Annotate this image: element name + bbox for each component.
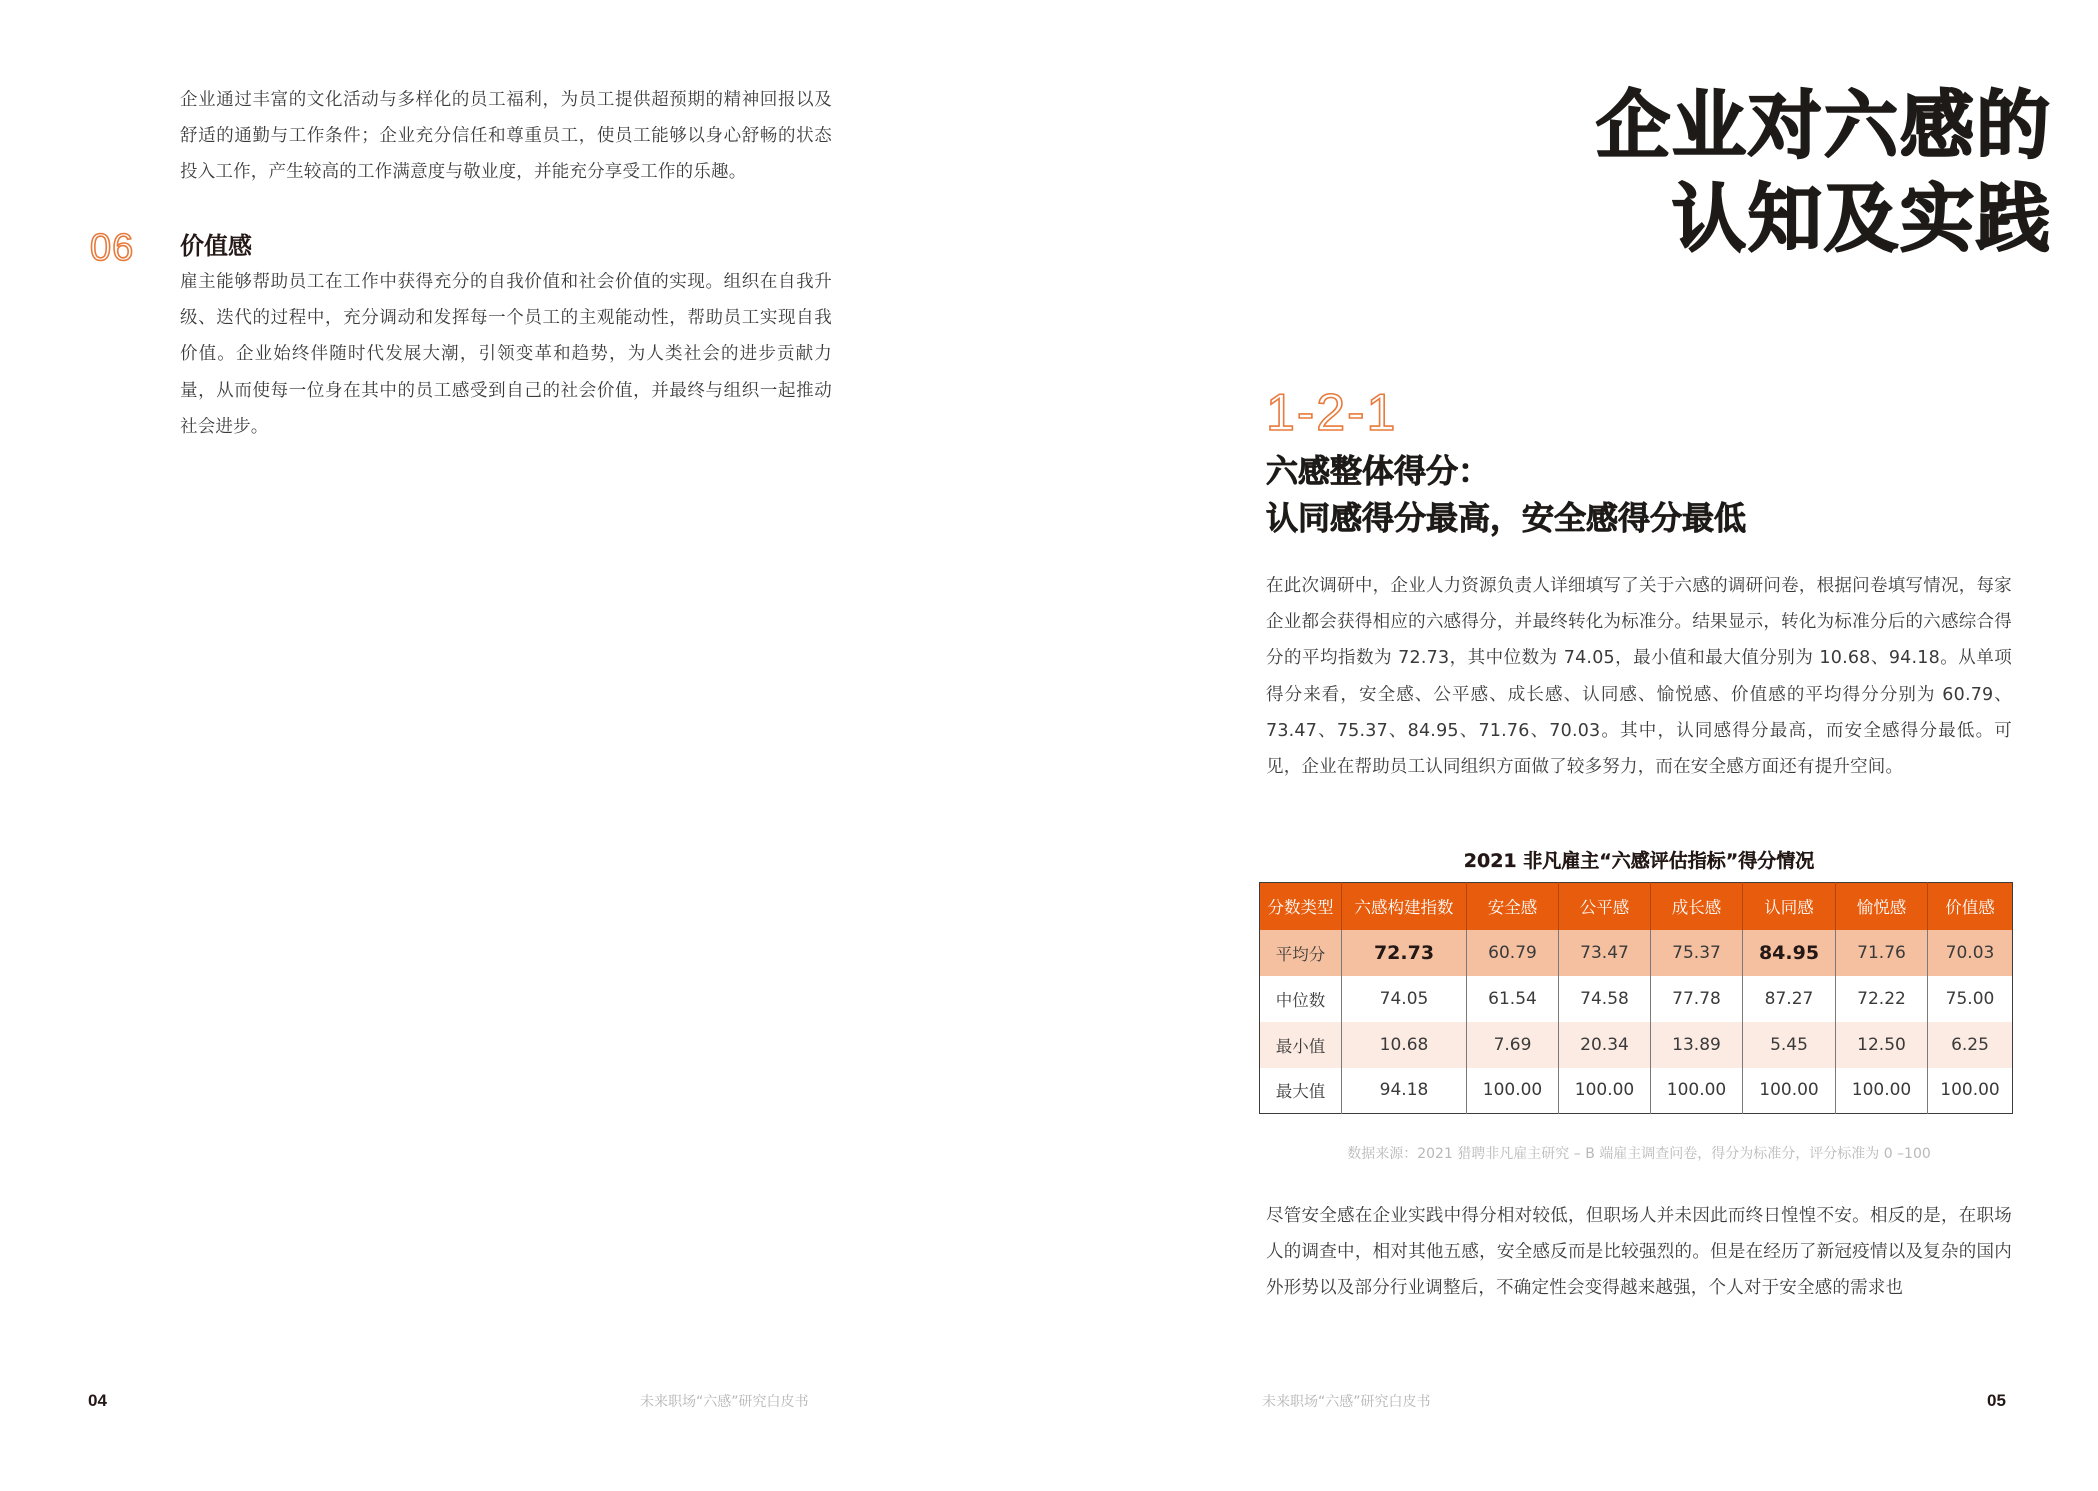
header-index: 六感构建指数 [1342, 883, 1467, 930]
table-cell: 7.69 [1467, 1022, 1559, 1068]
table-caption: 2021 非凡雇主“六感评估指标”得分情况 [1463, 850, 1815, 872]
header-fairness: 公平感 [1559, 883, 1651, 930]
table-cell: 77.78 [1651, 976, 1743, 1022]
table-cell: 60.79 [1467, 930, 1559, 976]
table-cell: 100.00 [1836, 1068, 1928, 1114]
section-number: 06 [90, 227, 135, 269]
table-cell: 84.95 [1743, 930, 1836, 976]
table-cell: 72.22 [1836, 976, 1928, 1022]
chapter-title-line2: 认知及实践 [1672, 176, 2052, 262]
subsection-number: 1-2-1 [1266, 384, 1398, 442]
followup-paragraph: 尽管安全感在企业实践中得分相对较低，但职场人并未因此而终日惶惶不安。相反的是，在职场人的调查中，相对其他五感，安全感反而是比较强烈的。但是在经历了新冠疫情以及复杂的国内外形势以及部分行业调整后，不确定性会变得越来越强，个人对于安全感的需求也 [1266, 1206, 2012, 1299]
table-cell: 70.03 [1928, 930, 2013, 976]
table-row-minimum [1260, 1022, 2013, 1068]
table-cell: 6.25 [1928, 1022, 2013, 1068]
table-cell: 13.89 [1651, 1022, 1743, 1068]
footer-doc-title: 未来职场“六感”研究白皮书 [1262, 1394, 1431, 1410]
table-cell: 61.54 [1467, 976, 1559, 1022]
header-joy: 愉悦感 [1836, 883, 1928, 930]
chapter-title-line1: 企业对六感的 [1596, 83, 2052, 169]
table-cell: 100.00 [1743, 1068, 1836, 1114]
table-cell: 100.00 [1467, 1068, 1559, 1114]
row-label: 平均分 [1260, 930, 1342, 976]
table-cell: 100.00 [1928, 1068, 2013, 1114]
header-value: 价值感 [1928, 883, 2013, 930]
score-table [1259, 882, 2013, 1114]
table-row-average [1260, 930, 2013, 976]
table-cell: 94.18 [1342, 1068, 1467, 1114]
table-cell: 20.34 [1559, 1022, 1651, 1068]
footer-doc-title: 未来职场“六感”研究白皮书 [640, 1394, 809, 1410]
table-cell: 5.45 [1743, 1022, 1836, 1068]
table-cell: 73.47 [1559, 930, 1651, 976]
table-cell: 75.37 [1651, 930, 1743, 976]
right-page [1049, 0, 2098, 1491]
data-source-note: 数据来源：2021 猎聘非凡雇主研究 – B 端雇主调查问卷，得分为标准分，评分标准为 0 –100 [1347, 1146, 1931, 1162]
row-label: 中位数 [1260, 976, 1342, 1022]
table-cell: 74.58 [1559, 976, 1651, 1022]
table-cell: 12.50 [1836, 1022, 1928, 1068]
table-row-median [1260, 976, 2013, 1022]
row-label: 最大值 [1260, 1068, 1342, 1114]
section-title: 价值感 [180, 232, 252, 260]
analysis-paragraph: 在此次调研中，企业人力资源负责人详细填写了关于六感的调研问卷，根据问卷填写情况，每家企业都会获得相应的六感得分，并最终转化为标准分。结果显示，转化为标准分后的六感综合得分的平均指数为 72.73，其中位数为 74.05，最小值和最大值分别为 10.68、94.18。从单项得分来看，安全感、公平感、成长感、认同感、愉悦感、价值感的平均得分分别为 60.79、73.47、75.37、84.95、71.76、70.03。其中，认同感得分最高，而安全感得分最低。可见，企业在帮助员工认同组织方面做了较多努力，而在安全感方面还有提升空间。 [1266, 576, 2012, 778]
table-cell: 100.00 [1559, 1068, 1651, 1114]
table-cell: 10.68 [1342, 1022, 1467, 1068]
table-header-row [1260, 883, 2013, 930]
subsection-title-line2: 认同感得分最高，安全感得分最低 [1266, 499, 1747, 537]
header-security: 安全感 [1467, 883, 1559, 930]
table-cell: 74.05 [1342, 976, 1467, 1022]
chapter-title [1596, 80, 2052, 266]
page-number: 05 [1987, 1391, 2006, 1410]
subsection-title [1266, 448, 1746, 542]
header-growth: 成长感 [1651, 883, 1743, 930]
table-row-maximum [1260, 1068, 2013, 1114]
table-cell: 87.27 [1743, 976, 1836, 1022]
table-cell: 75.00 [1928, 976, 2013, 1022]
intro-paragraph: 企业通过丰富的文化活动与多样化的员工福利，为员工提供超预期的精神回报以及舒适的通勤与工作条件；企业充分信任和尊重员工，使员工能够以身心舒畅的状态投入工作，产生较高的工作满意度与敬业度，并能充分享受工作的乐趣。 [180, 90, 832, 183]
row-label: 最小值 [1260, 1022, 1342, 1068]
header-score-type: 分数类型 [1260, 883, 1342, 930]
table-cell: 71.76 [1836, 930, 1928, 976]
page-number: 04 [88, 1391, 107, 1410]
subsection-title-line1: 六感整体得分： [1266, 452, 1491, 490]
section-paragraph: 雇主能够帮助员工在工作中获得充分的自我价值和社会价值的实现。组织在自我升级、迭代的过程中，充分调动和发挥每一个员工的主观能动性，帮助员工实现自我价值。企业始终伴随时代发展大潮，引领变革和趋势，为人类社会的进步贡献力量，从而使每一位身在其中的员工感受到自己的社会价值，并最终与组织一起推动社会进步。 [180, 272, 832, 437]
table-cell: 72.73 [1342, 930, 1467, 976]
table-cell: 100.00 [1651, 1068, 1743, 1114]
header-identity: 认同感 [1743, 883, 1836, 930]
